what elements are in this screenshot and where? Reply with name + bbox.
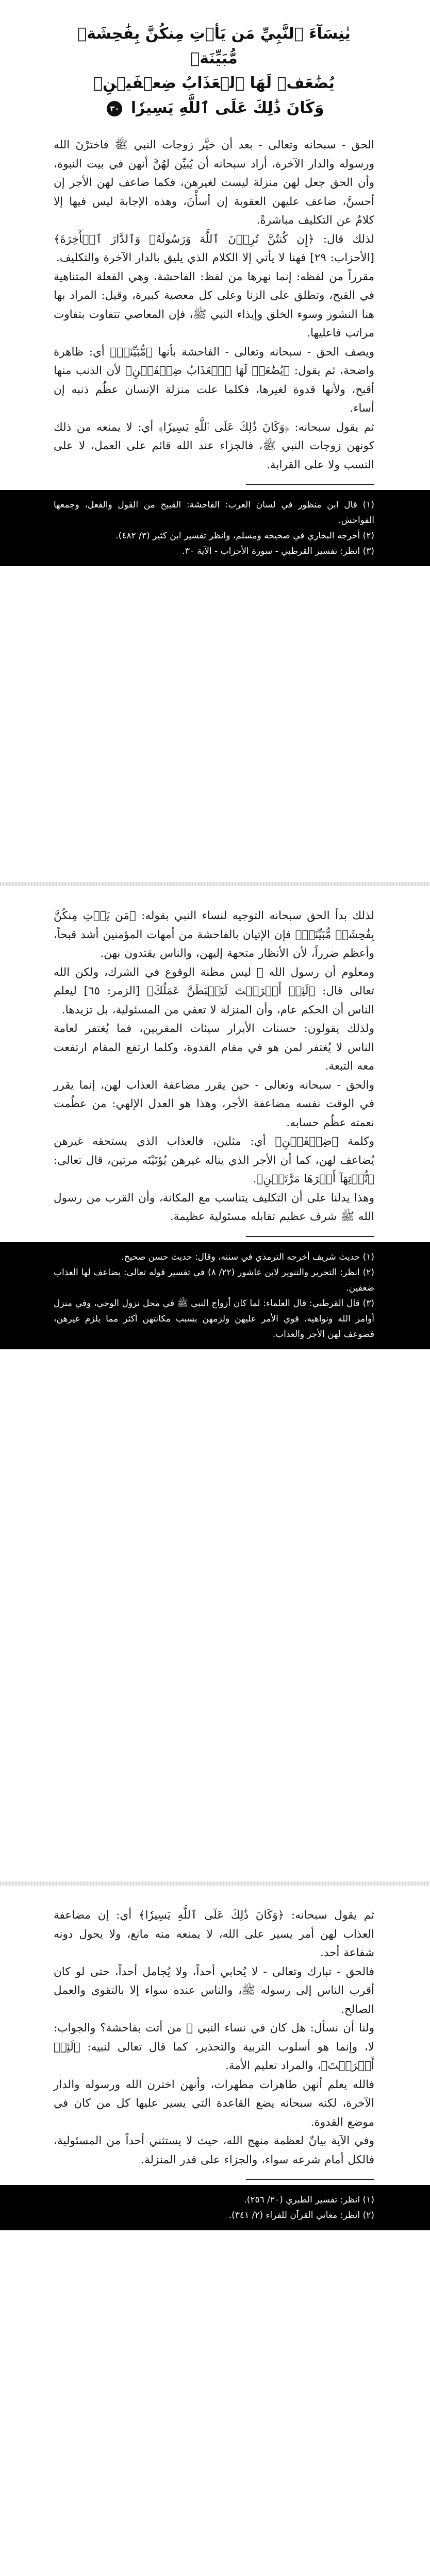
footnote: (١) حديث شريف أخرجه الترمذي في سننه، وقال: حديث حسن صحيح. [121,1251,374,1262]
paragraph: ثم يقول سبحانه: ﴿وَكَانَ ذَٰلِكَ عَلَى ٱللَّهِ يَسِيرٗا﴾ أي: لا يمنعه من ذلك كونهن زوجات النبي ﷺ، فالجزاء عند الله قائم على العمل، لا على النسب ولا على القرابة. [54,420,374,471]
paragraph: وفي الآية بيانٌ لعظمة منهج الله، حيث لا يستثني أحداً من المسئولية، فالكل أمام شرعه سواء، والجزاء على قدر المنزلة. [54,2134,374,2166]
commentary-body [54,907,374,1227]
commentary-body [54,1906,374,2170]
paragraph: فالله يعلم أنهن طاهرات مطهرات، وأنهن اخترن الله ورسوله والدار الآخرة، لكنه سبحانه يضع القاعدة التي يسير عليها كل من كان في موضع القدوة. [54,2078,374,2129]
paragraph: ولنا أن نسأل: هل كان في نساء النبي ﷺ من أتت بفاحشة؟ والجواب: لا، وإنما هو أسلوب التربية والتحذير، كما قال تعالى لنبيه: ﴿لَئِنۡ أَشۡرَكۡتَ﴾، والمراد تعليم الأمة. [54,2022,374,2072]
footnotes-box [0,490,430,566]
paragraph: لذلك قال: ﴿إِن كُنتُنَّ تُرِدۡنَ ٱللَّهَ وَرَسُولَهُۥ وَٱلدَّارَ ٱلۡأٓخِرَةَ﴾ [الأحزاب: ٢٩] فهنا لا يأتي إلا الكلام الذي يليق بالدار الآخرة والتكليف. [54,232,374,264]
footnote-divider [246,2179,374,2180]
ayah-line: يٰنِسَآءَ ٱلنَّبِيِّ مَن يَأۡتِ مِنكُنَّ بِفَٰحِشَةٖ مُّبَيِّنَةٖ [77,25,351,67]
paragraph: وكلمة ﴿ضِعۡفَيۡنِ﴾ أي: مثلين، فالعذاب الذي يستحقه غيرهن يُضاعف لهن، كما أن الأجر الذي يناله غيرهن يُؤتَيْنَه مرتين، قال تعالى: ﴿نُّؤۡتِهَآ أَجۡرَهَا مَرَّتَيۡنِ﴾. [54,1135,374,1185]
paragraph: وهذا يدلنا على أن التكليف يتناسب مع المكانة، وأن القرب من رسول الله ﷺ شرف عظيم تقابله مسئولية عظيمة. [54,1191,374,1223]
ayah-line: يُضَٰعَفۡ لَهَا ٱلۡعَذَابُ ضِعۡفَيۡنِۚ [93,74,335,92]
footnote: (٣) انظر: تفسير القرطبي - سورة الأحزاب - الآية ٣٠. [182,546,374,556]
commentary-body [54,136,374,474]
ayah-line-text: وَكَانَ ذَٰلِكَ عَلَى ٱللَّهِ يَسِيرٗا [130,99,324,117]
footnotes-box [0,2185,430,2230]
paragraph: مقرراً من لفظه: إنما نهرها من لفظ: الفاحشة، وهي الفعلة المتناهية في القبح، وتطلق على الزنا وعلى كل معصية كبيرة، وقيل: المراد بها هنا النشوز وسوء الخلق وإيذاء النبي ﷺ، فإن المعاصي تتفاوت بتفاوت مراتب فاعليها. [54,270,374,340]
paragraph: ولذلك يقولون: حسنات الأبرار سيئات المقربين، فما يُغتفر لعامة الناس لا يُغتفر لمن هو في مقام القدوة، وكلما ارتفع المقام ارتفعت معه التبعة. [54,1022,374,1073]
footnote: (١) انظر: تفسير الطبري (٢٠/ ٢٥٦). [244,2195,374,2205]
footnote: (٢) انظر: معاني القرآن للفراء (٢/ ٣٤١). [228,2210,374,2221]
ayah-number-medallion: ٣٠ [107,101,122,116]
paragraph: ويصف الحق - سبحانه وتعالى - الفاحشة بأنها ﴿مُّبَيِّنَةٖ﴾ أي: ظاهرة واضحة، ثم يقول: ﴿يُضَٰعَفۡ لَهَا ٱلۡعَذَابُ ضِعۡفَيۡنِ﴾ لأن الذنب منها أقبح، ولأنها قدوة لغيرها، فكلما علت منزلة الإنسان عظُم ذنبه إن أساء. [54,345,374,415]
ayah-line [54,96,374,121]
paragraph: فالحق - تبارك وتعالى - لا يُحابي أحداً، ولا يُجامل أحداً، حتى لو كان أقرب الناس إلى رسوله ﷺ، والناس عنده سواء إلا بالتقوى والعمل الصالح. [54,1965,374,2016]
footnote: (٣) قال القرطبي: قال العلماء: لما كان أزواج النبي ﷺ في محل نزول الوحي، وفي منزل أوامر الله ونواهيه، قوي الأمر عليهن ولزمهن بسبب مكانتهن أكثر مما يلزم غيرهن، فضوعف لهن الأجر والعذاب. [54,1298,374,1340]
page-1 [0,0,430,886]
paragraph: ومعلوم أن رسول الله ﷺ ليس مظنة الوقوع في الشرك، ولكن الله تعالى قال: ﴿لَئِنۡ أَشۡرَكۡتَ لَيَحۡبَطَنَّ عَمَلُكَ﴾ [الزمر: ٦٥] ليعلم الناس أن الحكم عام، وأن المنزلة لا تعفي من المسئولية، بل تزيدها. [54,965,374,1016]
paragraph: والحق - سبحانه وتعالى - حين يقرر مضاعفة العذاب لهن، إنما يقرر في الوقت نفسه مضاعفة الأجر، وهذا هو العدل الإلهي: من عظُمت نعمته عظُم حسابه. [54,1078,374,1129]
paragraph: لذلك بدأ الحق سبحانه التوجيه لنساء النبي بقوله: ﴿مَن يَأۡتِ مِنكُنَّ بِفَٰحِشَةٖ مُّبَيِّنَةٖ﴾ فإن الإتيان بالفاحشة من أمهات المؤمنين أشد قبحاً، وأعظم ضرراً، لأن الأنظار متجهة إليهن، والناس يقتدون بهن. [54,909,374,960]
page-2 [0,886,430,1886]
footnote-divider [246,484,374,485]
footnote: (١) قال ابن منظور في لسان العرب: الفاحشة: القبيح من القول والفعل، وجمعها الفواحش. [54,500,374,526]
footnotes-box [0,1242,430,1349]
footnote: (٢) انظر: التحرير والتنوير لابن عاشور (٢٢/ ٨) في تفسير قوله تعالى: يضاعف لها العذاب ضعفين. [54,1267,374,1293]
footnote: (٢) أخرجه البخاري في صحيحه ومسلم، وانظر تفسير ابن كثير (٣/ ٤٨٢). [115,531,374,541]
footnote-divider [246,1236,374,1237]
ayah-header [54,0,374,121]
paragraph: الحق - سبحانه وتعالى - بعد أن خيَّر زوجات النبي ﷺ فاخترْنَ الله ورسوله والدار الآخرة، أراد سبحانه أن يُبيِّن لهُنَّ أنهن في بيت النبوة، وأن الحق جعل لهن منزلة ليست لغيرهن، فكما ضاعف لهن الأجر إن أحسنَّ، ضاعف عليهن العقوبة إن أسأْنَ، وهذه الإجابة ليس فيها إلا كلامٌ عن التكليف مباشرةً. [54,139,374,227]
page-3 [0,1886,430,2576]
paragraph: ثم يقول سبحانه: ﴿وَكَانَ ذَٰلِكَ عَلَى ٱللَّهِ يَسِيرٗا﴾ أي: إن مضاعفة العذاب لهن أمر يسير على الله، لا يمنعه منه مانع، ولا يحول دونه شفاعة أحد. [54,1909,374,1959]
